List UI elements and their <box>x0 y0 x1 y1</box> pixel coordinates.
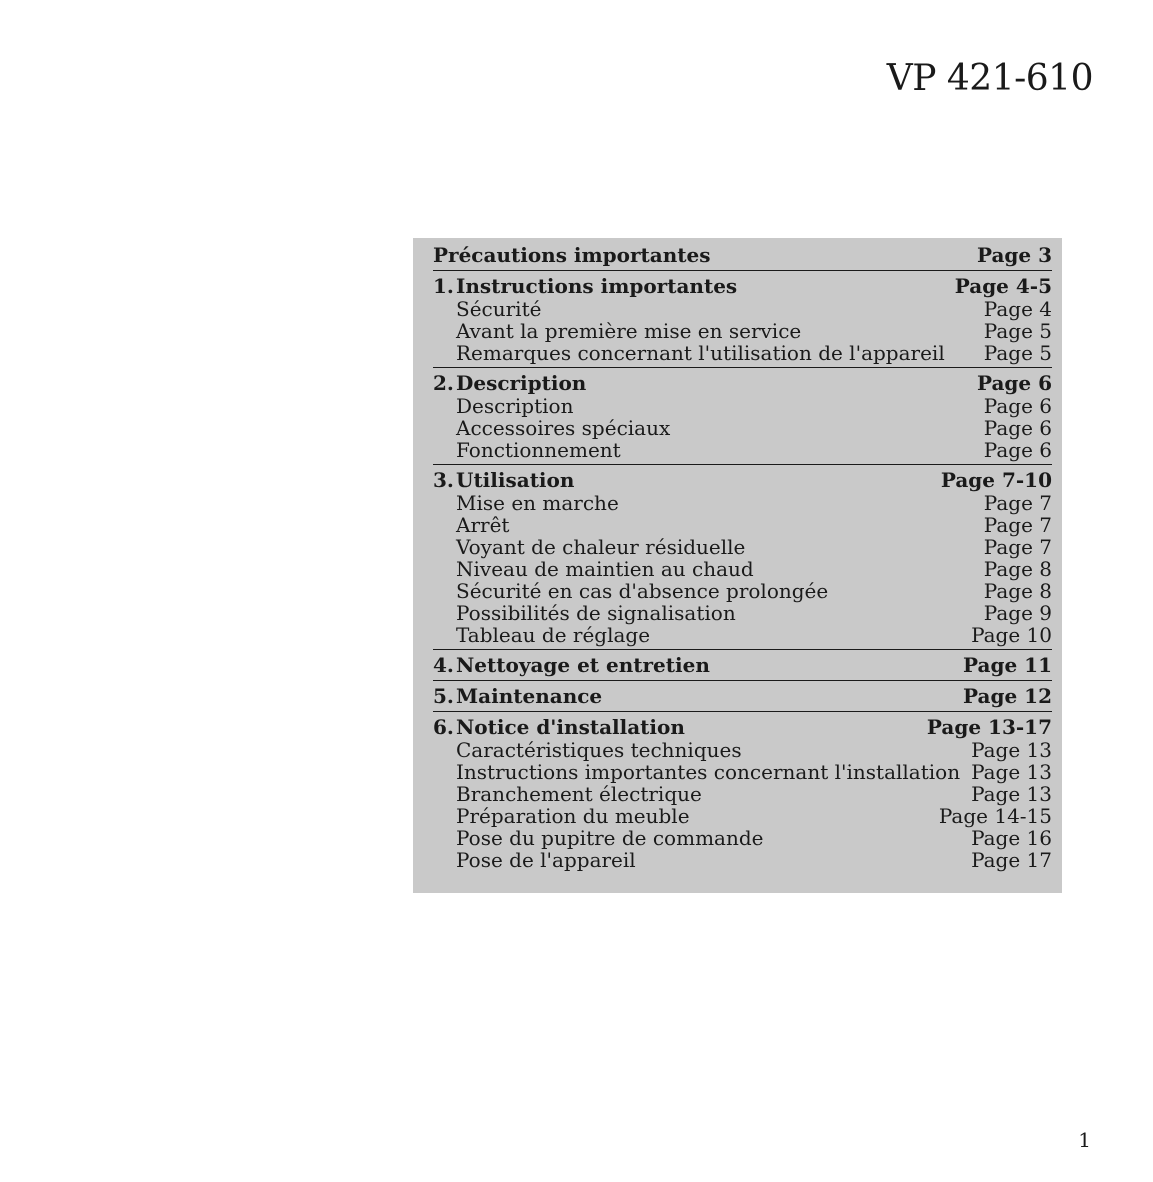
toc-entry-page: Page 9 <box>983 601 1052 625</box>
toc-entry-title: Niveau de maintien au chaud <box>456 557 754 581</box>
toc-entry[interactable] <box>433 320 1052 342</box>
toc-entry-title: Préparation du meuble <box>456 804 690 828</box>
toc-entry[interactable] <box>433 558 1052 580</box>
toc-entry[interactable] <box>433 514 1052 536</box>
toc-entry[interactable] <box>433 439 1052 461</box>
toc-entry-page: Page 10 <box>971 623 1052 647</box>
toc-section <box>433 367 1052 464</box>
toc-entry[interactable] <box>433 761 1052 783</box>
toc-entry-page: Page 17 <box>971 848 1052 872</box>
toc-intro-title: Précautions importantes <box>433 243 711 267</box>
toc-entry[interactable] <box>433 827 1052 849</box>
toc-section-title: Nettoyage et entretien <box>456 653 710 677</box>
toc-section-title: Utilisation <box>456 468 575 492</box>
toc-entry-title: Pose du pupitre de commande <box>456 826 764 850</box>
toc-entry-page: Page 5 <box>983 341 1052 365</box>
table-of-contents <box>413 238 1062 893</box>
toc-entry-page: Page 7 <box>983 491 1052 515</box>
toc-entry[interactable] <box>433 298 1052 320</box>
toc-entry[interactable] <box>433 536 1052 558</box>
toc-section-title: Instructions importantes <box>456 274 738 298</box>
toc-entry-title: Description <box>456 394 574 418</box>
toc-section <box>433 680 1052 711</box>
toc-entry-title: Avant la première mise en service <box>456 319 802 343</box>
toc-section-number: 3. <box>433 468 454 492</box>
toc-section-number: 5. <box>433 684 454 708</box>
page-number: 1 <box>1078 1128 1091 1152</box>
toc-entry[interactable] <box>433 395 1052 417</box>
toc-entry-title: Arrêt <box>456 513 510 537</box>
toc-entry[interactable] <box>433 849 1052 871</box>
toc-section-title: Description <box>456 371 587 395</box>
toc-section-number: 2. <box>433 371 454 395</box>
toc-intro-row[interactable] <box>433 243 1052 267</box>
toc-entry[interactable] <box>433 624 1052 646</box>
toc-entry-page: Page 13 <box>971 760 1052 784</box>
toc-entry[interactable] <box>433 342 1052 364</box>
toc-entry-title: Fonctionnement <box>456 438 621 462</box>
toc-section-title-group <box>433 468 574 492</box>
toc-entry-page: Page 16 <box>971 826 1052 850</box>
toc-section-heading[interactable] <box>433 371 1052 395</box>
toc-section <box>433 464 1052 649</box>
toc-entry-page: Page 14-15 <box>938 804 1052 828</box>
toc-entry[interactable] <box>433 805 1052 827</box>
toc-section-title-group <box>433 715 685 739</box>
toc-section-title-group <box>433 274 737 298</box>
toc-entry[interactable] <box>433 417 1052 439</box>
toc-section-page: Page 4-5 <box>954 274 1052 298</box>
toc-entry[interactable] <box>433 492 1052 514</box>
toc-intro-section <box>433 243 1052 270</box>
toc-entry-page: Page 7 <box>983 513 1052 537</box>
toc-section-heading[interactable] <box>433 468 1052 492</box>
toc-section-title-group <box>433 371 586 395</box>
toc-section-page: Page 7-10 <box>940 468 1052 492</box>
toc-entry-page: Page 13 <box>971 782 1052 806</box>
toc-section-title: Maintenance <box>456 684 603 708</box>
toc-entry-page: Page 6 <box>983 438 1052 462</box>
toc-section-page: Page 13-17 <box>926 715 1052 739</box>
toc-entry[interactable] <box>433 783 1052 805</box>
toc-entry-page: Page 13 <box>971 738 1052 762</box>
toc-entry-title: Sécurité <box>456 297 542 321</box>
toc-entry-page: Page 6 <box>983 394 1052 418</box>
toc-section-title-group <box>433 684 602 708</box>
toc-entry[interactable] <box>433 739 1052 761</box>
toc-section-page: Page 6 <box>976 371 1052 395</box>
toc-entry-title: Sécurité en cas d'absence prolongée <box>456 579 829 603</box>
toc-sections <box>433 270 1052 874</box>
toc-entry-title: Voyant de chaleur résiduelle <box>456 535 746 559</box>
toc-entry-title: Instructions importantes concernant l'installation <box>456 760 961 784</box>
toc-entry-page: Page 8 <box>983 557 1052 581</box>
toc-section-page: Page 11 <box>963 653 1052 677</box>
toc-section <box>433 711 1052 874</box>
toc-section <box>433 649 1052 680</box>
toc-section-page: Page 12 <box>963 684 1052 708</box>
model-title: VP 421-610 <box>886 58 1093 99</box>
toc-entry-page: Page 7 <box>983 535 1052 559</box>
toc-entry-page: Page 8 <box>983 579 1052 603</box>
toc-section-title-group <box>433 653 710 677</box>
toc-entry-title: Caractéristiques techniques <box>456 738 742 762</box>
toc-entry-title: Remarques concernant l'utilisation de l'appareil <box>456 341 945 365</box>
toc-entry-title: Possibilités de signalisation <box>456 601 736 625</box>
toc-section-number: 1. <box>433 274 454 298</box>
toc-entry-page: Page 6 <box>983 416 1052 440</box>
toc-entry[interactable] <box>433 580 1052 602</box>
toc-entry-title: Tableau de réglage <box>456 623 651 647</box>
toc-section-number: 6. <box>433 715 454 739</box>
toc-section-heading[interactable] <box>433 715 1052 739</box>
toc-entry-title: Mise en marche <box>456 491 619 515</box>
toc-section-heading[interactable] <box>433 684 1052 708</box>
toc-entry[interactable] <box>433 602 1052 624</box>
toc-section-heading[interactable] <box>433 653 1052 677</box>
toc-entry-page: Page 4 <box>983 297 1052 321</box>
toc-section-heading[interactable] <box>433 274 1052 298</box>
toc-intro-page: Page 3 <box>976 243 1052 267</box>
toc-section <box>433 270 1052 367</box>
toc-section-number: 4. <box>433 653 454 677</box>
toc-entry-page: Page 5 <box>983 319 1052 343</box>
toc-entry-title: Pose de l'appareil <box>456 848 636 872</box>
toc-entry-title: Branchement électrique <box>456 782 702 806</box>
toc-section-title: Notice d'installation <box>456 715 685 739</box>
toc-entry-title: Accessoires spéciaux <box>456 416 671 440</box>
